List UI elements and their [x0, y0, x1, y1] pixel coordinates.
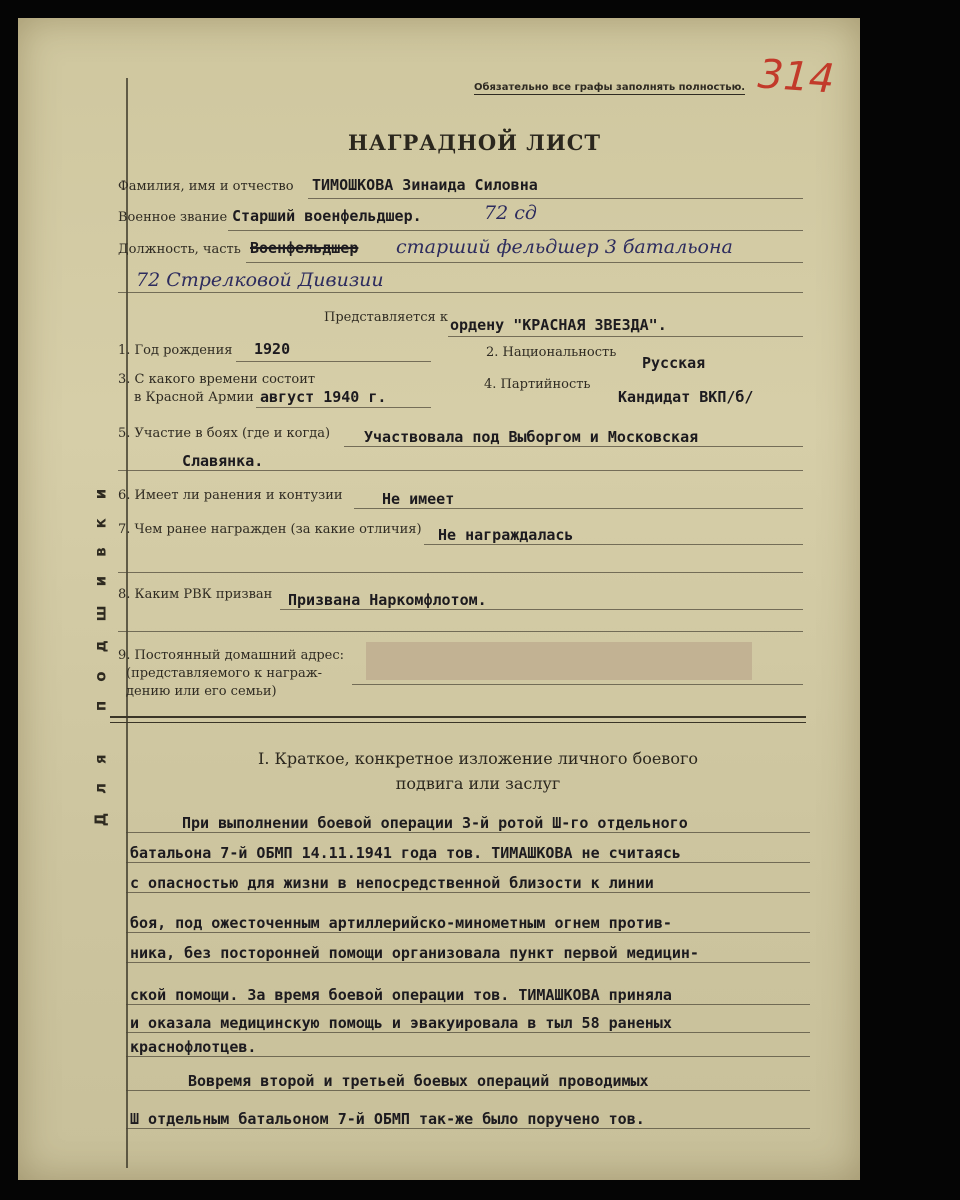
narrative-line: батальона 7-й ОБМП 14.11.1941 года тов. ТИМАШКОВА не считаясь: [130, 844, 681, 862]
narrative-line: При выполнении боевой операции 3-й ротой Ш-го отдельного: [182, 814, 688, 832]
binding-margin-text: Для подшивки: [91, 469, 110, 827]
wounds-value: Не имеет: [382, 490, 455, 508]
narrative-line: ника, без посторонней помощи организовала пункт первой медицин-: [130, 944, 699, 962]
section-title-line-2: подвига или заслуг: [395, 774, 561, 793]
nationality-label: 2. Национальность: [486, 345, 617, 360]
name-label: Фамилия, имя и отчество: [118, 179, 294, 194]
service-since-value: август 1940 г.: [260, 388, 387, 406]
service-since-label-1: 3. С какого времени состоит: [118, 372, 316, 387]
birth-year-value: 1920: [254, 340, 291, 358]
position-handwritten-2: 72 Стрелковой Дивизии: [136, 269, 384, 291]
narrative-line: краснофлотцев.: [130, 1038, 257, 1056]
position-struck-value: Военфельдшер: [250, 239, 359, 257]
section-divider: [110, 716, 806, 718]
position-label: Должность, часть: [118, 242, 241, 257]
narrative-line: Ш отдельным батальоном 7-й ОБМП так-же было поручено тов.: [130, 1110, 645, 1128]
award-sheet-page: [18, 18, 860, 1180]
address-redaction: [366, 642, 752, 680]
battles-value-2: Славянка.: [182, 452, 264, 470]
position-handwritten-1: старший фельдшер 3 батальона: [396, 236, 733, 258]
birth-year-label: 1. Год рождения: [118, 343, 233, 358]
narrative-line: Вовремя второй и третьей боевых операций проводимых: [188, 1072, 649, 1090]
narrative-line: боя, под ожесточенным артиллерийско-минометным огнем против-: [130, 914, 672, 932]
nomination-value: ордену "КРАСНАЯ ЗВЕЗДА".: [450, 316, 667, 334]
conscription-label: 8. Каким РВК призван: [118, 587, 273, 602]
battles-label: 5. Участие в боях (где и когда): [118, 426, 331, 441]
narrative-line: и оказала медицинскую помощь и эвакуировала в тыл 58 раненых: [130, 1014, 672, 1032]
rank-label: Военное звание: [118, 210, 228, 225]
document-title: НАГРАДНОЙ ЛИСТ: [348, 130, 602, 155]
previous-awards-label: 7. Чем ранее награжден (за какие отличия): [118, 522, 422, 537]
name-value: ТИМОШКОВА Зинаида Силовна: [312, 176, 538, 194]
rank-handwritten-unit: 72 сд: [484, 202, 537, 224]
narrative-line: ской помощи. За время боевой операции тов. ТИМАШКОВА приняла: [130, 986, 672, 1004]
address-label-3: дению или его семьи): [126, 684, 277, 699]
nomination-label: Представляется к: [324, 310, 448, 325]
nationality-value: Русская: [642, 354, 706, 372]
conscription-value: Призвана Наркомфлотом.: [288, 591, 487, 609]
address-label-1: 9. Постоянный домашний адрес:: [118, 648, 345, 663]
battles-value-1: Участвовала под Выборгом и Московская: [364, 428, 699, 446]
service-since-label-2: в Красной Армии: [134, 390, 254, 405]
fill-instruction: Обязательно все графы заполнять полностью.: [474, 82, 746, 93]
party-label: 4. Партийность: [484, 377, 591, 392]
wounds-label: 6. Имеет ли ранения и контузии: [118, 488, 343, 503]
address-label-2: (представляемого к награж-: [126, 666, 323, 681]
sheet-number: 314: [756, 51, 836, 103]
previous-awards-value: Не награждалась: [438, 526, 574, 544]
narrative-line: с опасностью для жизни в непосредственной близости к линии: [130, 874, 654, 892]
section-title-line-1: I. Краткое, конкретное изложение личного боевого: [258, 749, 698, 768]
section-title: [158, 746, 798, 796]
rank-value: Старший военфельдшер.: [232, 207, 422, 225]
party-value: Кандидат ВКП/б/: [618, 388, 754, 406]
